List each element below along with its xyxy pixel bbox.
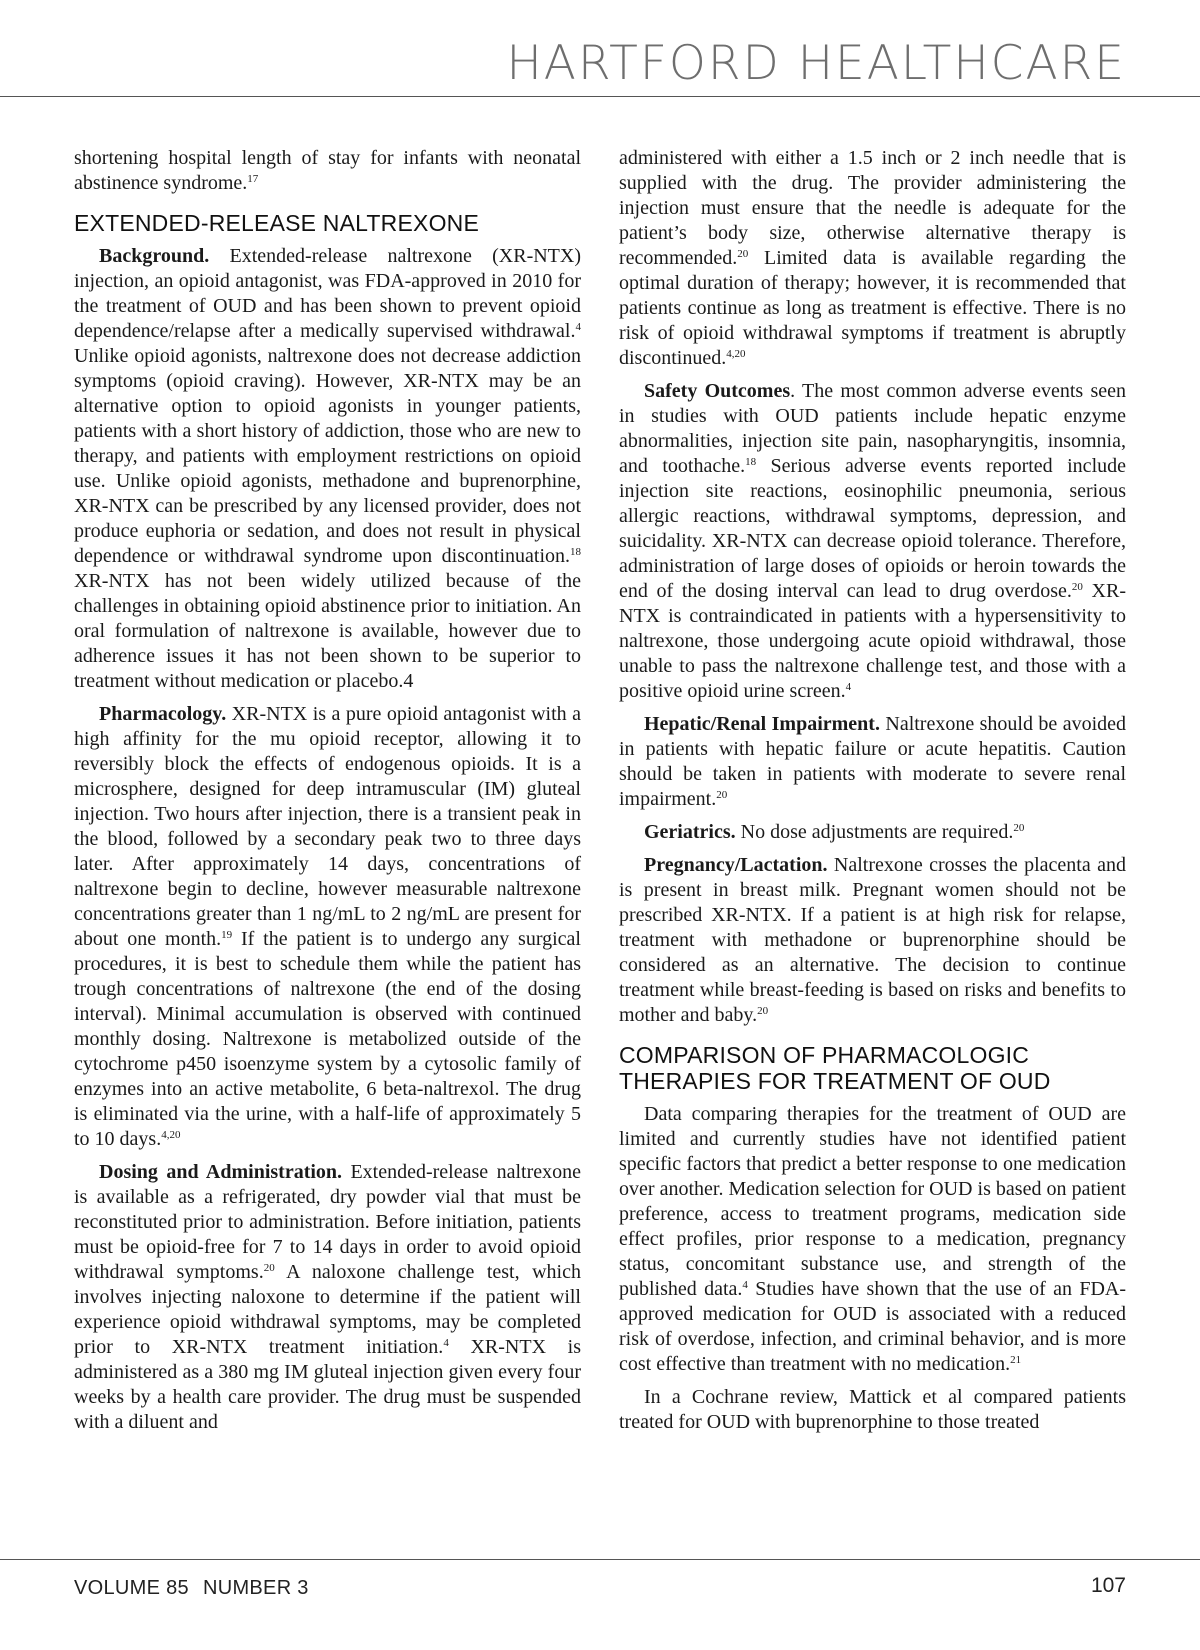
footer-divider [0, 1559, 1200, 1560]
citation: 4 [575, 321, 581, 333]
paragraph-text: A naloxone challenge test, which involves injecting naloxone to determine if the patient will experience opioid withdrawal symptoms, may be completed prior to XR-NTX treatment initiation. [74, 1261, 581, 1358]
subsection-label: Background. [99, 245, 210, 267]
paragraph-pregnancy-lactation [619, 853, 1126, 1028]
citation: 20 [737, 248, 749, 260]
citation: 4,20 [161, 1129, 181, 1141]
citation: 20 [716, 789, 728, 801]
paragraph-text: XR-NTX is contraindicated in patients with a hypersensitivity to naltrexone, those undergoing acute opioid withdrawal, those unable to pass the naltrexone challenge test, and those with a positive opioid urine screen. [619, 580, 1127, 702]
paragraph-text: Naltrexone should be avoided in patients with hepatic failure or acute hepatitis. Caution should be taken in patients with moderate to severe renal impairment. [619, 713, 1127, 810]
citation: 4,20 [726, 348, 746, 360]
paragraph-text: . The most common adverse events seen in studies with OUD patients include hepatic enzyme abnormalities, injection site pain, nasopharyngitis, insomnia, and toothache. [619, 380, 1127, 477]
volume-label: VOLUME 85 [74, 1577, 189, 1599]
paragraph-text: Extended-release naltrexone is available as a refrigerated, dry powder vial that must be reconstituted prior to administration. Before initiation, patients must be opioid-free for 7 to 14 days in order to avoid opioid withdrawal symptoms. [74, 1161, 581, 1283]
paragraph-continuation [74, 146, 581, 196]
right-column [619, 146, 1126, 1443]
section-heading-naltrexone: EXTENDED-RELEASE NALTREXONE [74, 210, 480, 236]
citation: 20 [1013, 822, 1025, 834]
citation: 18 [745, 456, 757, 468]
paragraph-text: shortening hospital length of stay for infants with neonatal abstinence syndrome. [74, 147, 581, 194]
header-divider [0, 96, 1200, 97]
subsection-label: Safety Outcomes [644, 380, 791, 402]
citation: 4 [443, 1337, 449, 1349]
paragraph-safety-outcomes [619, 379, 1126, 704]
paragraph-text: XR-NTX has not been widely utilized because of the challenges in obtaining opioid abstinence prior to initiation. An oral formulation of naltrexone is available, however due to adherence issues it has not been shown to be superior to treatment without medication or placebo.4 [74, 570, 581, 692]
citation: 18 [570, 546, 581, 558]
citation: 4 [845, 681, 852, 693]
citation: 20 [757, 1005, 769, 1017]
paragraph-cochrane [619, 1385, 1126, 1435]
paragraph-text: Serious adverse events reported include injection site reactions, eosinophilic pneumonia, serious allergic reactions, withdrawal symptoms, depression, and suicidality. XR-NTX can decrease opioid tolerance. Therefore, administration of large doses of opioids or heroin towards the end of the dosing interval can lead to drug overdose. [619, 455, 1126, 602]
paragraph-text: No dose adjustments are required. [735, 821, 1014, 843]
paragraph-text: Unlike opioid agonists, naltrexone does not decrease addiction symptoms (opioid craving). However, XR-NTX may be an alternative option to opioid agonists in younger patients, patients with a short history of addiction, those who are new to therapy, and patients with employment restrictions on opioid use. Unlike opioid agonists, methadone and buprenorphine, XR-NTX can be prescribed by any licensed provider, does not produce euphoria or sedation, and does not result in physical dependence or withdrawal syndrome upon discontinuation. [74, 345, 581, 567]
citation: 20 [1071, 581, 1083, 593]
paragraph-text: XR-NTX is a pure opioid antagonist with a high affinity for the mu opioid receptor, allowing it to reversibly block the effects of endogenous opioids. It is a microsphere, designed for deep intramuscular (IM) gluteal injection. Two hours after injection, there is a transient peak in the blood, followed by a secondary peak two to three days later. After approximately 14 days, concentrations of naltrexone begin to decline, however measurable naltrexone concentrations greater than 1 ng/mL to 2 ng/mL are present for about one month. [74, 703, 581, 950]
left-column [74, 146, 581, 1443]
citation: 19 [221, 929, 233, 941]
citation: 4 [742, 1279, 748, 1291]
journal-header-title: HARTFORD HEALTHCARE [506, 36, 1126, 91]
citation: 20 [263, 1262, 275, 1274]
paragraph-text: Limited data is available regarding the optimal duration of therapy; however, it is recommended that patients continue as long as treatment is effective. There is no risk of opioid withdrawal symptoms if treatment is abruptly discontinued. [619, 247, 1126, 369]
paragraph-text: Studies have shown that the use of an FDA-approved medication for OUD is associated with a reduced risk of overdose, infection, and criminal behavior, and is more cost effective than treatment with no medication. [619, 1278, 1127, 1375]
section-heading-comparison: COMPARISON OF PHARMACOLOGIC THERAPIES FOR TREATMENT OF OUD [619, 1042, 1051, 1094]
paragraph-text: If the patient is to undergo any surgical procedures, it is best to schedule them while the patient has trough concentrations of naltrexone (the end of the dosing interval). Minimal accumulation is observed with continued monthly dosing. Naltrexone is metabolized outside of the cytochrome p450 isoenzyme system by a cytosolic family of enzymes into an active metabolite, 6 beta-naltrexol. The drug is eliminated via the urine, with a half-life of approximately 5 to 10 days. [74, 928, 581, 1150]
citation: 17 [247, 173, 259, 185]
subsection-label: Dosing and Administration. [99, 1161, 343, 1183]
paragraph-background [74, 244, 581, 694]
paragraph-pharmacology [74, 702, 581, 1152]
subsection-label: Pregnancy/Lactation. [644, 854, 828, 876]
citation: 21 [1010, 1354, 1022, 1366]
paragraph-text: Extended-release naltrexone (XR-NTX) injection, an opioid antagonist, was FDA-approved in 2010 for the treatment of OUD and has been shown to prevent opioid dependence/relapse after a medically supervised withdrawal. [74, 245, 581, 342]
subsection-label: Hepatic/Renal Impairment. [644, 713, 880, 735]
paragraph-hepatic-renal [619, 712, 1126, 812]
footer-issue-info [74, 1577, 309, 1600]
paragraph-text: administered with either a 1.5 inch or 2 inch needle that is supplied with the drug. The provider administering the injection must ensure that the needle is adequate for the patient’s body size, otherwise alternative therapy is recommended. [619, 147, 1126, 269]
page-number: 107 [1090, 1574, 1126, 1597]
paragraph-dosing [74, 1160, 581, 1435]
subsection-label: Geriatrics. [644, 821, 736, 843]
paragraph-text: XR-NTX is administered as a 380 mg IM gluteal injection given every four weeks by a health care provider. The drug must be suspended with a diluent and [74, 1336, 581, 1433]
subsection-label: Pharmacology. [99, 703, 227, 725]
paragraph-text: Data comparing therapies for the treatment of OUD are limited and currently studies have not identified patient specific factors that predict a better response to one medication over another. Medication selection for OUD is based on patient preference, access to treatment programs, medication side effect profiles, prior response to a medication, pregnancy status, concomitant substance use, and strength of the published data. [619, 1103, 1126, 1300]
paragraph-text: In a Cochrane review, Mattick et al compared patients treated for OUD with buprenorphine to those treated [619, 1386, 1126, 1433]
paragraph-geriatrics [619, 820, 1126, 845]
paragraph-text: Naltrexone crosses the placenta and is present in breast milk. Pregnant women should not be prescribed XR-NTX. If a patient is at high risk for relapse, treatment with methadone or buprenorphine should be considered as an alternative. The decision to continue treatment while breast-feeding is based on risks and benefits to mother and baby. [619, 854, 1126, 1026]
paragraph-administration-continued [619, 146, 1126, 371]
issue-number-label: NUMBER 3 [202, 1577, 309, 1599]
paragraph-comparison [619, 1102, 1126, 1377]
